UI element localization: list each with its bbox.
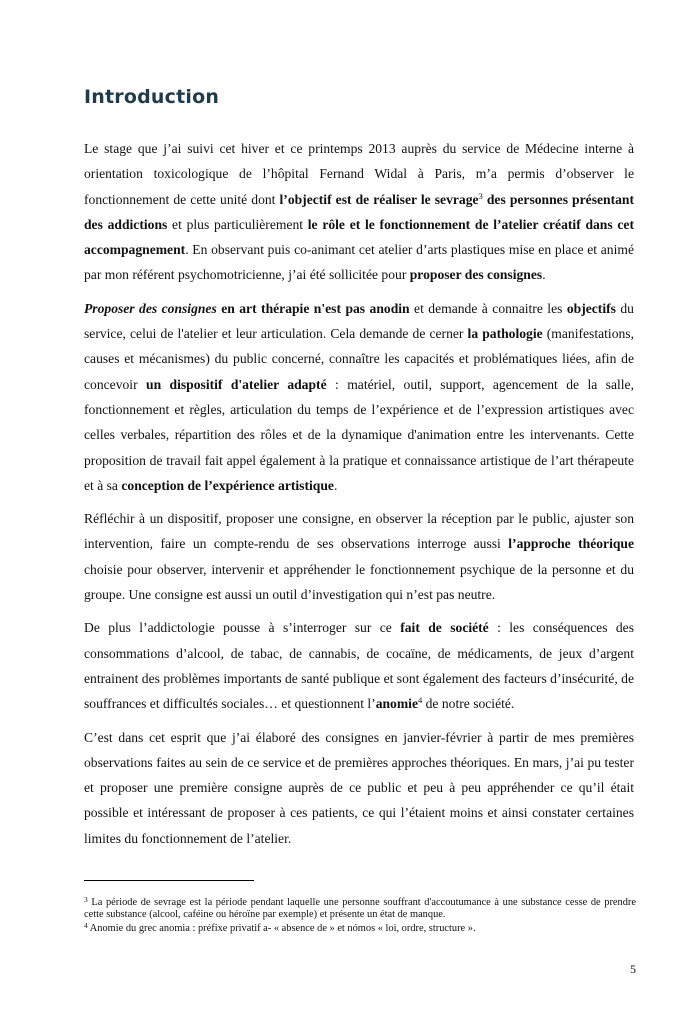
bold-run: anomie <box>375 696 418 712</box>
footnote-number: 4 <box>84 920 88 930</box>
bold-run: le rôle et le fonctionnement de l’atelier créatif dans cet accompagnement <box>84 216 634 258</box>
text-run: : matériel, outil, support, agencement de la salle, fonctionnement et règles, articulation du temps de l’expérience et de l’expression artistiques avec celles verbales, répartition des rôles et de la dynamique d'animation entre les intervenants. Cette proposition de travail fait appel également à la pratique et connaissance artistique de l’art thérapeute et à sa <box>84 376 634 493</box>
text-run: Réfléchir à un dispositif, proposer une consigne, en observer la réception par le public, ajuster son intervention, faire un compte-rendu de ses observations interroge aussi <box>84 511 634 552</box>
paragraph-2 <box>84 296 634 498</box>
footnote-text: La période de sevrage est la période pendant laquelle une personne souffrant d'accoutumance à une substance cesse de prendre cette substance (alcool, caféine ou héroïne par exemple) et présente un état de manque. <box>84 897 636 921</box>
footnote-4 <box>84 920 636 935</box>
bold-run: un dispositif d'atelier adapté <box>146 376 327 392</box>
text-run: : les conséquences des consommations d’alcool, de tabac, de cannabis, de cocaïne, de médicaments, de jeux d’argent entrainent des problèmes importants de santé publique et sont également des facteurs d’insécurité, de souffrances et difficultés sociales… et questionnent l’ <box>84 620 635 712</box>
footnote-separator <box>84 880 254 881</box>
text-run: choisie pour observer, intervenir et appréhender le fonctionnement psychique de la personne et du groupe. Une consigne est aussi un outil d’investigation qui n’est pas neutre. <box>84 561 634 603</box>
text-run: . <box>542 267 546 283</box>
bold-run: proposer des consignes <box>409 267 543 283</box>
footnote-text: Anomie du grec anomia : préfixe privatif a- « absence de » et nómos « loi, ordre, structure ». <box>87 922 476 934</box>
text-run: . <box>333 477 338 493</box>
text-run: du service, celui de l'atelier et leur articulation. Cela demande de cerner <box>84 300 634 342</box>
footnotes <box>84 897 636 936</box>
paragraph-3 <box>84 506 634 607</box>
text-run: de notre société. <box>422 696 515 712</box>
bold-run: l’objectif est de réaliser le sevrage <box>279 191 479 207</box>
bold-run: des personnes présentant des addictions <box>84 191 634 232</box>
text-run: (manifestations, causes et mécanismes) du public concerné, connaître les capacités et problématiques liées, afin de concevoir <box>84 326 634 392</box>
bold-run: la pathologie <box>467 326 543 342</box>
paragraph-1 <box>84 136 634 288</box>
footnote-number: 3 <box>84 895 88 904</box>
bold-run: en art thérapie n'est pas anodin <box>216 300 410 316</box>
text-run: De plus l’addictologie pousse à s’interroger sur ce <box>84 620 401 636</box>
section-heading: Introduction <box>84 86 220 108</box>
bold-run: objectifs <box>566 300 616 316</box>
footnote-3 <box>84 897 636 922</box>
paragraph-5 <box>84 725 634 851</box>
bold-italic-run: Proposer des consignes <box>84 300 217 316</box>
bold-run: conception de l’expérience artistique <box>121 477 334 493</box>
bold-run: l’approche théorique <box>508 536 635 552</box>
page-number: 5 <box>630 962 636 976</box>
body-text <box>84 136 634 859</box>
text-run: . En observant puis co-animant cet atelier d’arts plastiques mise en place et animé par mon référent psychomotricienne, j’ai été sollicitée pour <box>84 242 634 283</box>
text-run: Le stage que j’ai suivi cet hiver et ce printemps 2013 auprès du service de Médecine interne à orientation toxicologique de l’hôpital Fernand Widal à Paris, m’a permis d’observer le fonctionnement de cette unité dont <box>84 141 634 207</box>
footnote-ref-4[interactable]: 4 <box>417 695 423 706</box>
bold-run: fait de société <box>400 620 489 636</box>
text-run: C’est dans cet esprit que j’ai élaboré des consignes en janvier-février à partir de mes premières observations faites au sein de ce service et de premières approches théoriques. En mars, j’ai pu tester et proposer une première consigne auprès de ce public et peu à peu appréhender ce qu’il était possible et intéressant de proposer à ces patients, ce qui l’étaient moins et ainsi constater certaines limites du fonctionnement de l’atelier. <box>84 729 634 846</box>
paragraph-4 <box>84 615 634 716</box>
text-run: et plus particulièrement <box>167 216 308 232</box>
text-run: et demande à connaitre les <box>409 300 567 316</box>
footnote-ref-3[interactable]: 3 <box>478 190 483 201</box>
